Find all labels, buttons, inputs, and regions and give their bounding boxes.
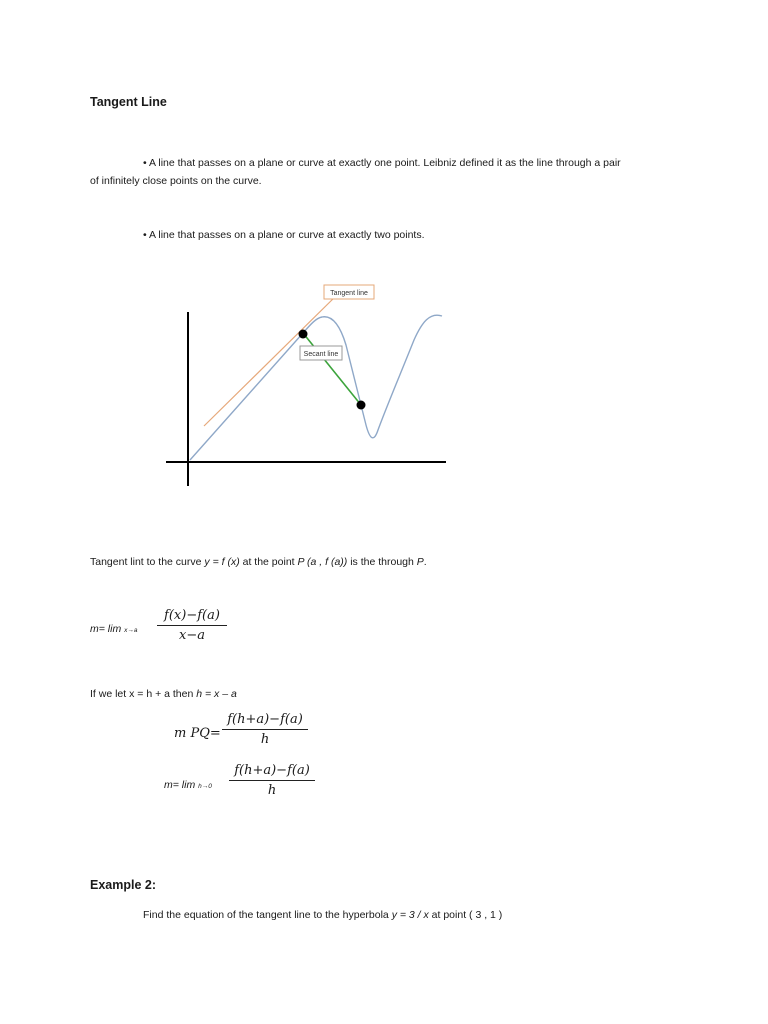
eq1-denominator: x−a: [179, 628, 205, 643]
eq3-lhs: [164, 776, 212, 796]
bullet-one-line2: of infinitely close points on the curve.: [90, 175, 262, 187]
eq1-numerator: f(x)−f(a): [164, 608, 220, 623]
point-p: [299, 330, 308, 339]
page-title: Tangent Line: [90, 95, 167, 109]
eq1-subscript: x→a: [124, 627, 138, 634]
substitution-expr: h = x – a: [196, 688, 237, 700]
point-q: [357, 401, 366, 410]
secant-label: Secant line: [303, 351, 339, 358]
substitution-text: If we let x = h + a then: [90, 688, 197, 700]
example-expr: y = 3 / x: [391, 909, 429, 921]
eq3-lim: m= lim: [164, 779, 196, 791]
definition-point: P (a , f (a)): [297, 556, 348, 568]
eq2-lhs: m PQ=: [174, 726, 221, 741]
definition-function: y = f (x): [204, 556, 240, 568]
eq2-bar: [222, 729, 308, 730]
example-text: [143, 906, 502, 924]
eq1-bar: [157, 625, 227, 626]
eq3-subscript: h→0: [198, 783, 212, 790]
eq2-fraction: [222, 712, 308, 747]
curve: [190, 315, 442, 460]
eq1-lhs: [90, 620, 138, 640]
example-prompt: Find the equation of the tangent line to the hyperbola: [143, 909, 392, 921]
eq3-numerator: f(h+a)−f(a): [234, 763, 310, 778]
definition-suffix: is the through: [347, 556, 417, 568]
tangent-label: Tangent line: [330, 290, 368, 297]
example-title: Example 2:: [90, 878, 157, 892]
example-point: at point ( 3 , 1 ): [428, 909, 503, 921]
definition-line: [90, 553, 427, 571]
eq1-fraction: [157, 608, 227, 643]
substitution-line: [90, 685, 237, 703]
bullet-one-line1: • A line that passes on a plane or curve at exactly one point. Leibniz defined it as the line through a pair: [143, 157, 621, 169]
definition-end: .: [423, 556, 427, 568]
definition-prefix: Tangent lint to the curve: [90, 556, 205, 568]
eq2-numerator: f(h+a)−f(a): [227, 712, 303, 727]
definition-mid: at the point: [239, 556, 298, 568]
bullet-two: • A line that passes on a plane or curve at exactly two points.: [143, 229, 425, 241]
eq3-fraction: [229, 763, 315, 798]
eq3-bar: [229, 780, 315, 781]
tangent-secant-diagram: [160, 280, 460, 490]
eq3-denominator: h: [267, 783, 277, 798]
eq2-denominator: h: [260, 732, 270, 747]
definition-p: P: [416, 556, 424, 568]
eq1-lim: m= lim: [90, 623, 122, 635]
